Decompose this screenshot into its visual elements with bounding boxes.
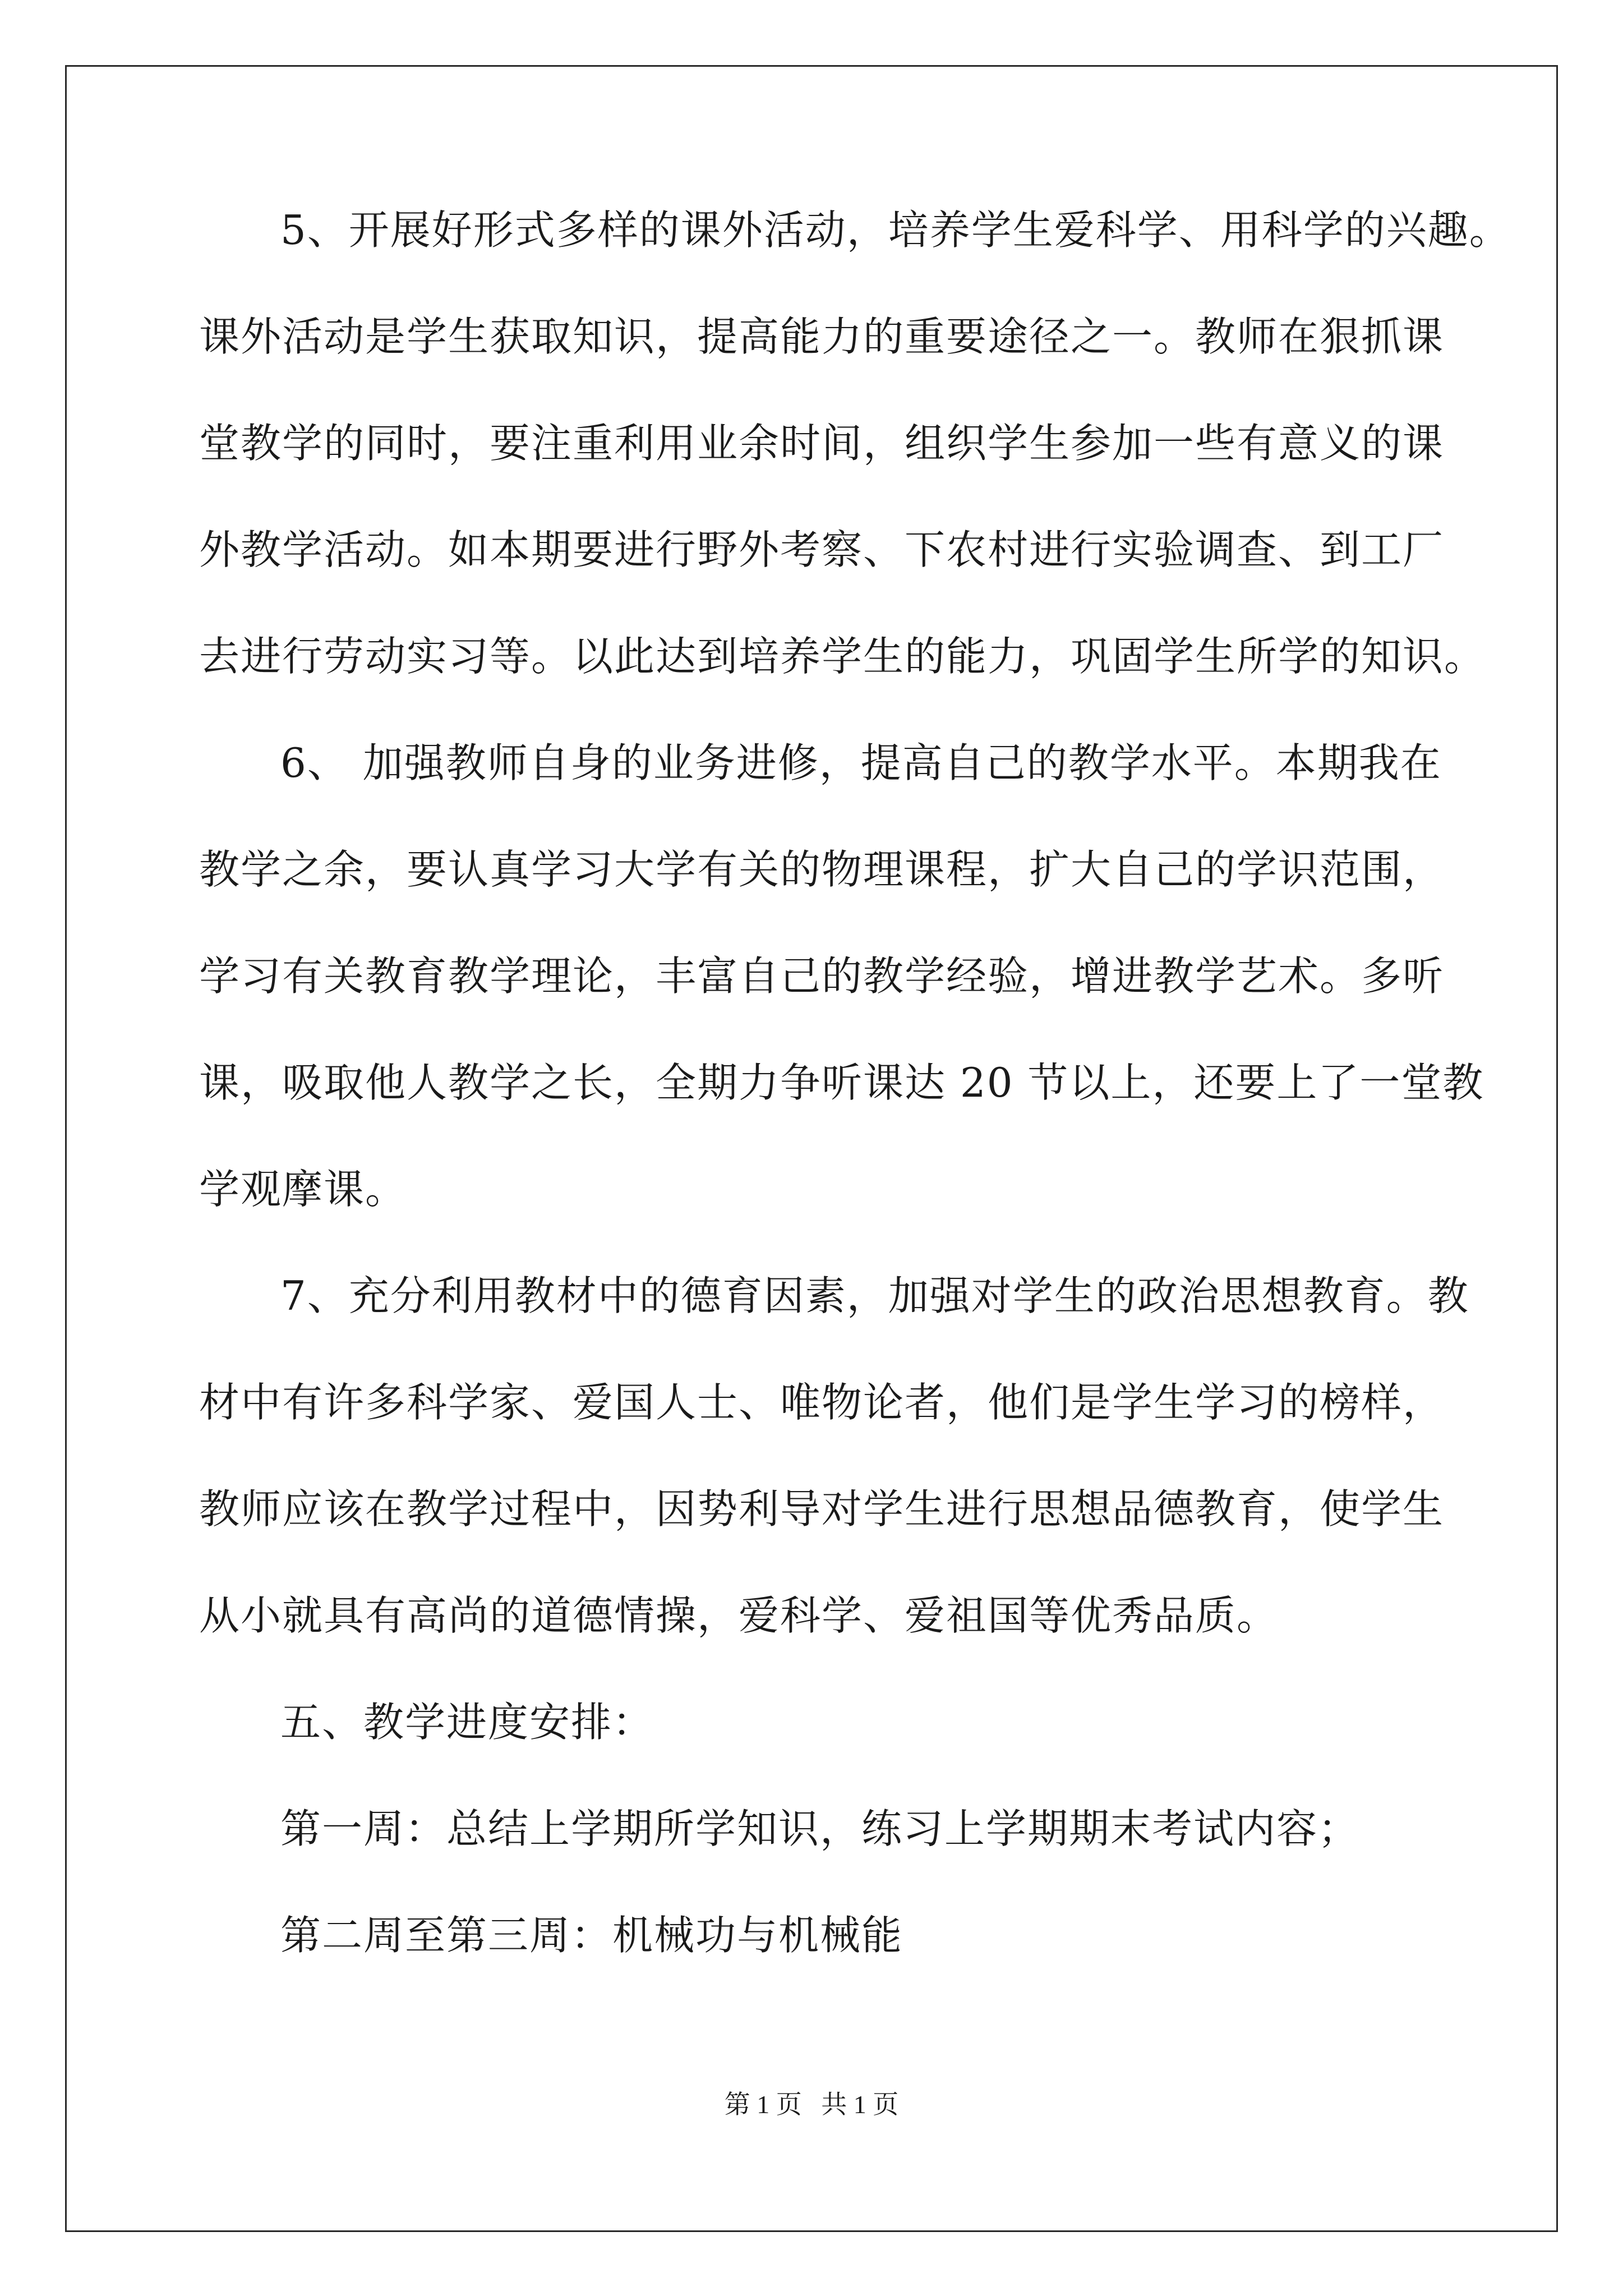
paragraph-6-line-1: 6、 加强教师自身的业务进修，提高自己的教学水平。本期我在 <box>280 739 1442 786</box>
paragraph-7-line-4: 从小就具有高尚的道德情操，爱科学、爱祖国等优秀品质。 <box>199 1592 1279 1639</box>
section-heading-schedule: 五、教学进度安排： <box>280 1699 654 1746</box>
paragraph-5-line-5: 去进行劳动实习等。以此达到培养学生的能力，巩固学生所学的知识。 <box>199 633 1486 680</box>
paragraph-7-line-1: 7、充分利用教材中的德育因素，加强对学生的政治思想教育。教 <box>280 1272 1469 1319</box>
schedule-week-1: 第一周：总结上学期所学知识，练习上学期期末考试内容； <box>280 1805 1360 1852</box>
paragraph-6-line-2: 教学之余，要认真学习大学有关的物理课程，扩大自己的学识范围， <box>199 846 1445 893</box>
paragraph-5-line-3: 堂教学的同时，要注重利用业余时间，组织学生参加一些有意义的课 <box>199 420 1445 467</box>
paragraph-6-line-3: 学习有关教育教学理论，丰富自己的教学经验，增进教学艺术。多听 <box>199 953 1445 1000</box>
paragraph-6-line-5: 学观摩课。 <box>199 1166 407 1213</box>
paragraph-7-line-2: 材中有许多科学家、爱国人士、唯物论者，他们是学生学习的榜样， <box>199 1379 1445 1426</box>
paragraph-5-line-4: 外教学活动。如本期要进行野外考察、下农村进行实验调查、到工厂 <box>199 526 1445 573</box>
page-number-footer: 第 1 页 共 1 页 <box>724 2090 899 2119</box>
paragraph-7-line-3: 教师应该在教学过程中，因势利导对学生进行思想品德教育，使学生 <box>199 1485 1445 1533</box>
paragraph-5-line-2: 课外活动是学生获取知识，提高能力的重要途径之一。教师在狠抓课 <box>199 313 1445 360</box>
paragraph-6-line-4: 课，吸取他人教学之长，全期力争听课达 20 节以上，还要上了一堂教 <box>199 1059 1484 1106</box>
paragraph-5-line-1: 5、开展好形式多样的课外活动，培养学生爱科学、用科学的兴趣。 <box>280 206 1511 254</box>
schedule-week-2-3: 第二周至第三周：机械功与机械能 <box>280 1912 903 1959</box>
